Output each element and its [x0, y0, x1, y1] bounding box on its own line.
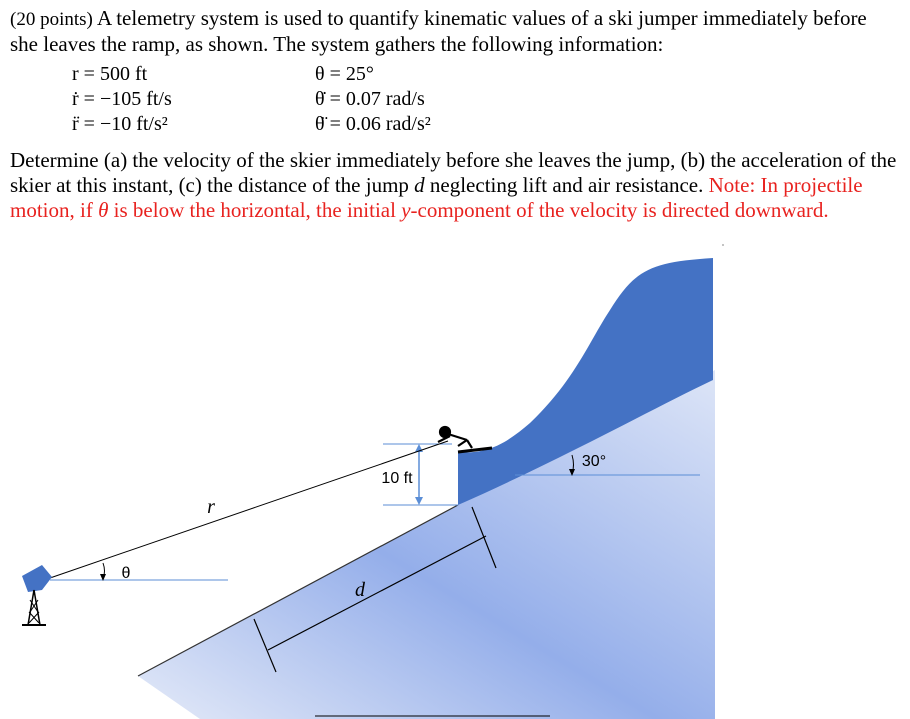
- label-d: d: [355, 579, 365, 601]
- given-theta-ddot: θ̈ = 0.06 rad/s²: [315, 113, 431, 135]
- label-theta: θ: [121, 565, 131, 582]
- note-label: Note: In projectile: [708, 173, 863, 197]
- note-y: y: [401, 198, 411, 222]
- note-text-b: is below the horizontal, the initial: [113, 198, 396, 222]
- given-r-ddot: r̈ = −10 ft/s²: [72, 113, 168, 135]
- height-label: 10 ft: [381, 470, 413, 487]
- note-text-c: -component of the velocity is directed downward.: [410, 198, 829, 222]
- telemetry-antenna-icon: [22, 565, 52, 625]
- label-angle-30: 30°: [581, 453, 607, 470]
- note-theta: θ: [98, 198, 109, 222]
- task-line-1: Determine (a) the velocity of the skier immediately before she leaves the jump, (b) the acceleration of the: [10, 148, 897, 172]
- note-text-a: motion, if: [10, 198, 93, 222]
- task-statement: [10, 148, 905, 223]
- intro-line-2: she leaves the ramp, as shown. The system gathers the following information:: [10, 32, 664, 56]
- skier-icon: [438, 427, 492, 452]
- note-line-2: [10, 198, 905, 223]
- problem-statement: [10, 6, 905, 57]
- label-r: r: [207, 496, 215, 518]
- task-text-2a: skier at this instant, (c) the distance of the jump: [10, 173, 409, 197]
- given-r-dot: ṙ = −105 ft/s: [72, 88, 172, 110]
- given-theta-dot: θ̇ = 0.07 rad/s: [315, 88, 425, 110]
- task-text-2b: neglecting lift and air resistance.: [429, 173, 704, 197]
- task-line-2: [10, 173, 905, 198]
- intro-line-1: [10, 6, 905, 32]
- intro-text-1: A telemetry system is used to quantify kinematic values of a ski jumper immediately before: [96, 6, 867, 30]
- given-r: r = 500 ft: [72, 63, 148, 85]
- points-label: (20 points): [10, 9, 93, 30]
- ski-jump-diagram: [0, 235, 910, 719]
- height-arrow-down: [415, 497, 423, 505]
- given-theta: θ = 25°: [315, 63, 374, 85]
- task-var-d: d: [414, 173, 425, 197]
